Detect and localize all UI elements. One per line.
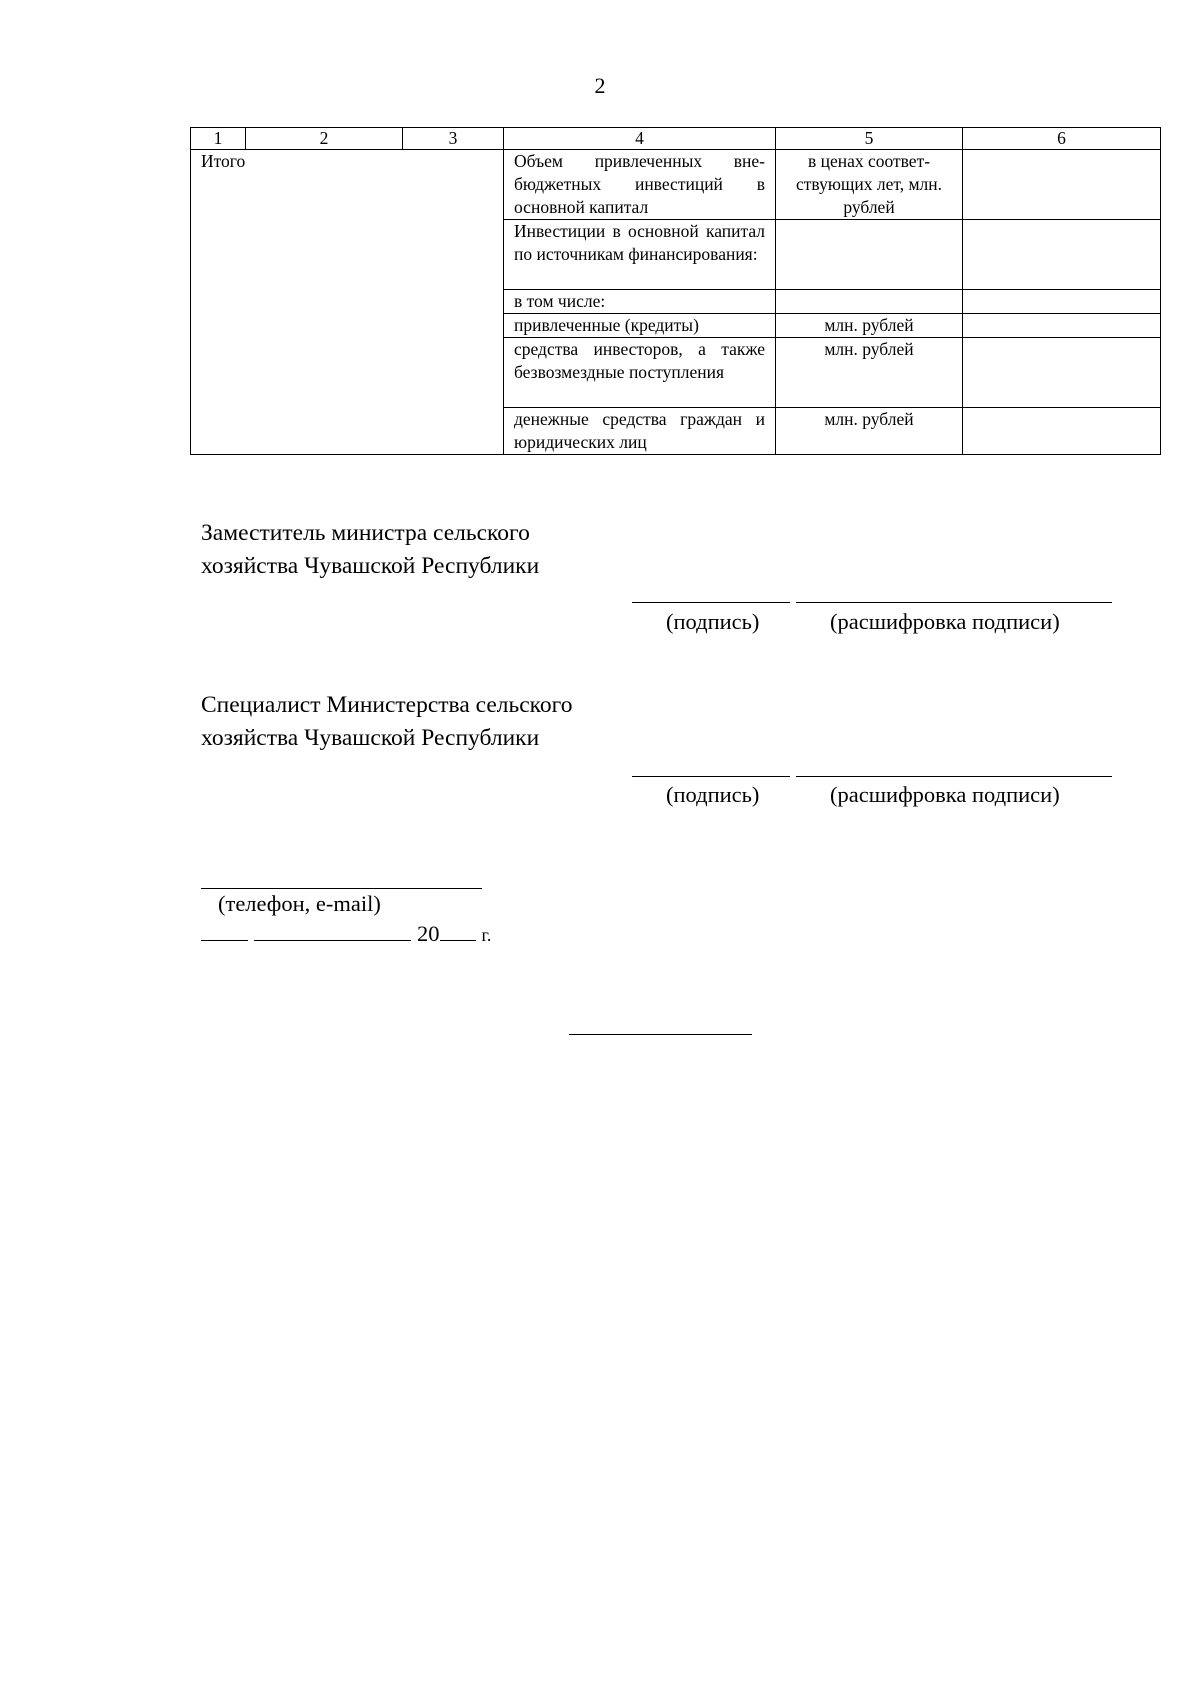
indicator-cell: Объем привлеченных внебюджетных инвестиций в основной капитал xyxy=(504,150,776,220)
specialist-signature-line xyxy=(632,776,790,777)
indicator-cell: средства инвесторов, а также безвозмездные поступления xyxy=(504,338,776,408)
specialist-title xyxy=(201,689,572,755)
deputy-minister-title-line2: хозяйства Чувашской Республики xyxy=(201,553,540,579)
unit-cell xyxy=(776,290,963,314)
date-month-blank xyxy=(254,920,411,941)
specialist-signature-caption: (подпись) xyxy=(666,782,760,807)
value-cell xyxy=(963,150,1161,220)
indicator-cell: привлеченные (кредиты) xyxy=(504,314,776,338)
unit-cell: млн. рублей xyxy=(776,408,963,455)
table-row xyxy=(191,150,1161,220)
unit-cell xyxy=(776,220,963,290)
unit-cell: в ценах соответствующих лет, млн. рублей xyxy=(776,150,963,220)
date-line xyxy=(201,920,491,947)
value-cell xyxy=(963,338,1161,408)
value-cell xyxy=(963,290,1161,314)
specialist-title-line2: хозяйства Чувашской Республики xyxy=(201,725,540,751)
document-end-line xyxy=(569,1034,752,1035)
unit-cell: млн. рублей xyxy=(776,314,963,338)
column-number-2: 2 xyxy=(246,128,403,150)
specialist-decoding-line xyxy=(796,776,1112,777)
page-number: 2 xyxy=(594,73,606,98)
column-number-4: 4 xyxy=(504,128,776,150)
total-label: Итого xyxy=(191,150,504,455)
investment-table xyxy=(190,127,1161,455)
indicator-cell: Инвестиции в основной капитал по источникам финансирования: xyxy=(504,220,776,290)
unit-cell: млн. рублей xyxy=(776,338,963,408)
value-cell xyxy=(963,314,1161,338)
contact-caption: (телефон, e-mail) xyxy=(218,891,381,916)
deputy-minister-title-line1: Заместитель министра сельского xyxy=(201,520,530,546)
date-suffix: г. xyxy=(481,925,492,945)
date-day-blank xyxy=(201,920,248,941)
specialist-title-line1: Специалист Министерства сельского xyxy=(201,692,573,718)
deputy-signature-line xyxy=(632,602,790,603)
deputy-decoding-caption: (расшифровка подписи) xyxy=(830,609,1060,634)
specialist-decoding-caption: (расшифровка подписи) xyxy=(830,782,1060,807)
deputy-minister-title xyxy=(201,517,539,583)
table-header-row xyxy=(191,128,1161,150)
date-century: 20 xyxy=(417,921,440,946)
indicator-cell: в том числе: xyxy=(504,290,776,314)
date-year-blank xyxy=(440,920,476,941)
column-number-6: 6 xyxy=(963,128,1161,150)
column-number-5: 5 xyxy=(776,128,963,150)
deputy-signature-caption: (подпись) xyxy=(666,609,760,634)
value-cell xyxy=(963,220,1161,290)
contact-line xyxy=(201,888,482,889)
deputy-decoding-line xyxy=(796,602,1112,603)
column-number-1: 1 xyxy=(191,128,246,150)
indicator-cell: денежные средства граждан и юридических лиц xyxy=(504,408,776,455)
column-number-3: 3 xyxy=(403,128,504,150)
value-cell xyxy=(963,408,1161,455)
